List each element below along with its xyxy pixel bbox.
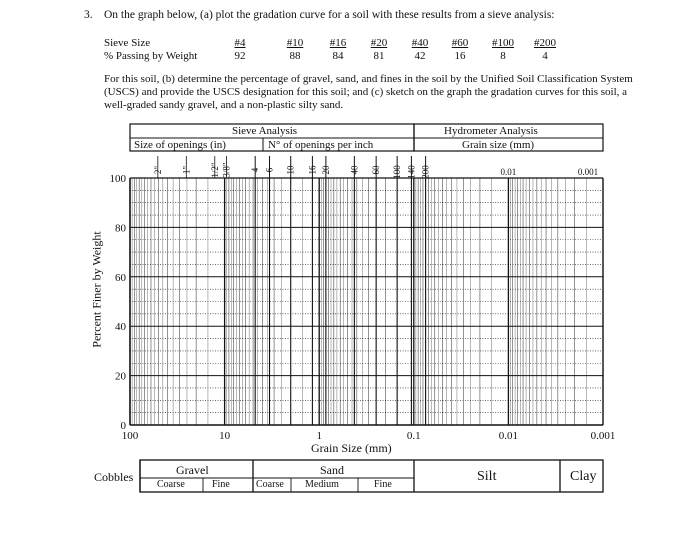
inch-sieve-label: 2"	[152, 165, 163, 175]
y-tick-label: 40	[115, 321, 126, 334]
sieve-number: #40	[411, 37, 429, 49]
no-sieve-label: 140	[406, 165, 417, 179]
label-gravel: Gravel	[176, 463, 209, 477]
x-tick-label: 10	[219, 430, 231, 442]
label-silt: Silt	[477, 469, 497, 484]
inch-sieve-label: 1"	[181, 165, 192, 175]
no-sieve-label: 4	[250, 167, 261, 173]
y-tick-label: 0	[120, 420, 126, 432]
y-tick-label: 80	[115, 222, 126, 235]
y-tick-label: 20	[115, 370, 126, 383]
passing-value: 81	[373, 50, 385, 62]
sieve-number: #60	[451, 37, 469, 49]
grain-size-header: Grain size (mm)	[462, 139, 535, 151]
x-tick-label: 1	[316, 430, 322, 442]
label-gravel-fine: Fine	[212, 479, 230, 490]
passing-label: % Passing by Weight	[104, 50, 198, 62]
sieve-number: #16	[329, 37, 347, 49]
label-sand-coarse: Coarse	[256, 479, 284, 490]
x-tick-label: 100	[121, 430, 139, 442]
no-sieve-label: 200	[420, 165, 431, 179]
label-sand-fine: Fine	[374, 479, 392, 490]
openings-no-header: N° of openings per inch	[268, 139, 374, 151]
question-paragraph: For this soil, (b) determine the percentage of gravel, sand, and fines in the soil by the Unified Soil Classification System (USCS) and provide the USCS designation for this soil; and (c) sketch on the graph the gradation curves for this soil, a well-graded sandy gravel, and a non-plastic silty sand.	[104, 73, 633, 111]
passing-value: 88	[289, 50, 301, 62]
no-sieve-label: 100	[392, 165, 403, 179]
no-sieve-label: 20	[320, 165, 331, 175]
hydro-label: 0.001	[577, 167, 599, 177]
x-tick-label: 0.01	[498, 430, 519, 442]
hydrometer-header: Hydrometer Analysis	[444, 125, 538, 137]
y-tick-label: 100	[109, 173, 126, 185]
sieve-number: #20	[370, 37, 388, 49]
openings-in-header: Size of openings (in)	[134, 139, 226, 151]
label-cobbles: Cobbles	[94, 470, 134, 484]
y-tick-label: 60	[115, 271, 126, 284]
soil-bar	[140, 460, 603, 492]
no-sieve-label: 10	[285, 165, 296, 175]
question-number: 3.	[84, 9, 93, 21]
label-sand: Sand	[320, 463, 344, 477]
question-text: On the graph below, (a) plot the gradation curve for a soil with these results from a sieve analysis:	[104, 9, 555, 21]
sieve-analysis-header: Sieve Analysis	[232, 125, 298, 137]
no-sieve-label: 16	[307, 165, 318, 175]
no-sieve-label: 40	[349, 165, 360, 175]
sieve-number: #100	[492, 37, 514, 49]
passing-value: 8	[500, 50, 506, 62]
inch-sieve-label: 1/2"	[209, 162, 220, 178]
no-sieve-label: 60	[371, 165, 382, 175]
sieve-number: #200	[534, 37, 556, 49]
hydro-label: 0.01	[500, 167, 517, 177]
y-axis-label: Percent Finer by Weight	[89, 231, 104, 348]
passing-value: 16	[454, 50, 466, 62]
x-tick-label: 0.001	[590, 430, 616, 442]
passing-value: 42	[414, 50, 426, 62]
sieve-number: #10	[286, 37, 304, 49]
passing-value: 84	[332, 50, 344, 62]
no-sieve-label: 6	[264, 167, 275, 173]
x-axis-label: Grain Size (mm)	[311, 441, 392, 455]
label-clay: Clay	[570, 469, 597, 484]
inch-sieve-label: 3/8"	[221, 162, 232, 178]
x-tick-label: 0.1	[406, 430, 421, 442]
label-gravel-coarse: Coarse	[157, 479, 185, 490]
passing-value: 92	[234, 50, 246, 62]
sieve-number: #4	[234, 37, 246, 49]
sieve-size-label: Sieve Size	[104, 37, 151, 49]
passing-value: 4	[542, 50, 548, 62]
label-sand-medium: Medium	[305, 479, 339, 490]
